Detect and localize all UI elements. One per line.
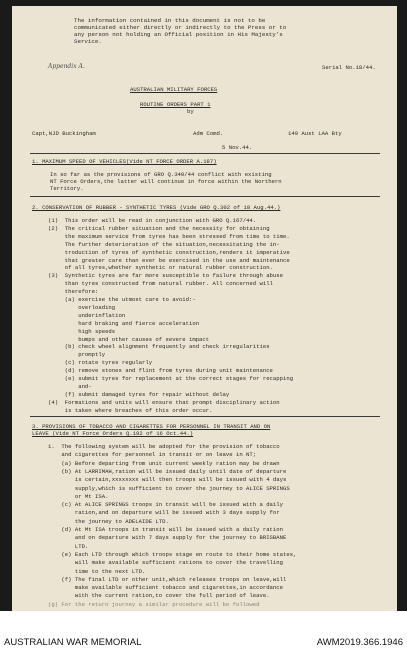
- section-text: (f) submit damaged tyres for repair without delay: [48, 390, 230, 398]
- section-text: (b) At LARRIMAH,ration will be issued daily until date of departure: [48, 467, 287, 475]
- order-date: 5 Nov.44.: [222, 144, 253, 151]
- section-text: ration,and on departure will be issued with 3 days supply for: [48, 509, 280, 517]
- section-text: (c) rotate tyres regularly: [48, 359, 153, 367]
- section-text: The further deterioration of the situation,necessitating the in-: [48, 240, 280, 248]
- divider: [30, 153, 380, 154]
- section-text: and-: [48, 382, 92, 390]
- section-text: promptly: [48, 351, 106, 359]
- org-title: AUSTRALIAN MILITARY FORCES: [130, 86, 218, 93]
- section-text: therefore:: [48, 288, 99, 296]
- section-text: with the current ration,to cover the full period of leave.: [48, 592, 270, 600]
- unit-name: 149 Aust LAA Bty: [288, 130, 342, 137]
- divider: [30, 196, 380, 197]
- document-page: [12, 6, 397, 611]
- section-text: overloading: [48, 303, 116, 311]
- section-text: (4) Formations and units will ensure that prompt disciplinary action: [48, 398, 280, 406]
- section-text: the maximum service from tyres has been stressed from time to time.: [48, 232, 290, 240]
- section-text: Territory.: [50, 185, 84, 192]
- section-text: (d) At Mt ISA troops in transit will be issued with a daily ration: [48, 526, 283, 533]
- section-text: In so far as the provisions of GRO Q.340/44 conflict with existing: [50, 171, 272, 178]
- notice-line: any person not holding an Official position in His Majesty's: [74, 31, 283, 38]
- archive-footer: [0, 611, 407, 653]
- orders-by: by: [187, 108, 194, 115]
- notice-line: The information contained in this document is not to be: [74, 17, 266, 24]
- section-text: (e) submit tyres for replacement at the correct stages for recapping: [48, 375, 294, 382]
- section-text: and on departure with 7 days supply for the journey to BRISBANE: [48, 534, 287, 542]
- section-heading: 2. CONSERVATION OF RUBBER - SYNTHETIC TYRES (Vide GRO Q.302 of 18 Aug.44.): [32, 204, 281, 211]
- section-text: high speeds: [48, 327, 116, 335]
- section-text: make available sufficient tobacco and cigarettes,in accordance: [48, 584, 283, 592]
- section-text: will make available sufficient rations to cover the travelling: [48, 559, 283, 567]
- notice-line: communicated either directly or indirectly to the Press or to: [74, 24, 287, 31]
- section-text: (b) check wheel alignment frequently and check irregularities: [48, 343, 270, 351]
- section-text: time to the next LTD.: [48, 567, 146, 575]
- section-text: supply,which is sufficient to cover the journey to ALICE SPRINGS: [48, 484, 290, 492]
- notice-line: Service.: [74, 38, 102, 45]
- section-text: (c) At ALICE SPRINGS troops in transit will be issued with a daily: [48, 501, 283, 509]
- section-text: LTD.: [48, 542, 89, 550]
- section-text: of all tyres,whether synthetic or natural rubber construction.: [48, 264, 273, 272]
- section-text: is certain,xxxxxxxx will then troops will be issued with 4 days: [48, 476, 287, 484]
- commander-name: Capt,NJD Buckingham: [32, 130, 96, 137]
- section-heading: LEAVE (Vide NT Force Orders Q.192 of 16 Oct.44.): [32, 430, 194, 437]
- section-text: hard braking and fierce acceleration: [48, 319, 200, 327]
- section-text: that greater care than ever be exercised in the use and maintenance: [48, 256, 290, 264]
- section-heading: 3. PROVISIONS OF TOBACCO AND CIGARETTES FOR PERSONNEL IN TRANSIT AND ON: [32, 423, 271, 430]
- archive-name: AUSTRALIAN WAR MEMORIAL: [4, 637, 142, 648]
- section-text: (2) The critical rubber situation and the necessity for obtaining: [48, 224, 270, 232]
- section-text: the journey to ADELAIDE LTD.: [48, 517, 169, 525]
- section-text: troduction of tyres of synthetic construction,renders it imperative: [48, 248, 290, 256]
- section-text: (f) The final LTD or other unit,which releases troops on leave,will: [48, 575, 287, 583]
- section-text: than tyres constructed from natural rubber. All concerned will: [48, 280, 273, 288]
- section-text: 1. The following system will be adopted for the provision of tobacco: [48, 443, 280, 450]
- section-text: (1) This order will be read in conjunction with GRO Q.167/44.: [48, 217, 257, 224]
- section-text: (d) remove stones and flint from tyres during unit maintenance: [48, 367, 273, 375]
- archive-reference: AWM2019.366.1946: [316, 637, 403, 648]
- section-heading: 1. MAXIMUM SPEED OF VEHICLES(Vide NT FORCE ORDER A.187): [32, 158, 217, 165]
- section-text: underinflation: [48, 311, 126, 319]
- command-role: Adm Comd.: [193, 130, 224, 137]
- section-text: (a) exercise the utmost care to avoid:-: [48, 296, 196, 303]
- section-text: is taken where breaches of this order occur.: [48, 406, 213, 414]
- handwritten-note: Appendix A.: [48, 63, 85, 70]
- orders-title: ROUTINE ORDERS PART 1: [140, 101, 211, 108]
- divider: [30, 416, 380, 417]
- section-text: and cigarettes for personnel in transit or on leave in NT;: [48, 451, 257, 459]
- section-text: (a) Before departing from unit current weekly ration may be drawn: [48, 459, 280, 467]
- section-text: bumps and other causes of severe impact: [48, 335, 210, 343]
- section-text: NT Force Orders,the latter will continue in force within the Northern: [50, 178, 282, 185]
- section-text: (e) Each LTD through which troops stage en route to their home states,: [48, 550, 297, 558]
- serial-number: Serial No.18/44.: [322, 64, 376, 71]
- partial-line: (g) For the return journey a similar procedure will be followed: [48, 601, 260, 608]
- section-text: or Mt ISA.: [48, 492, 109, 500]
- section-text: (3) Synthetic tyres are far more susceptible to failure through abuse: [48, 272, 283, 280]
